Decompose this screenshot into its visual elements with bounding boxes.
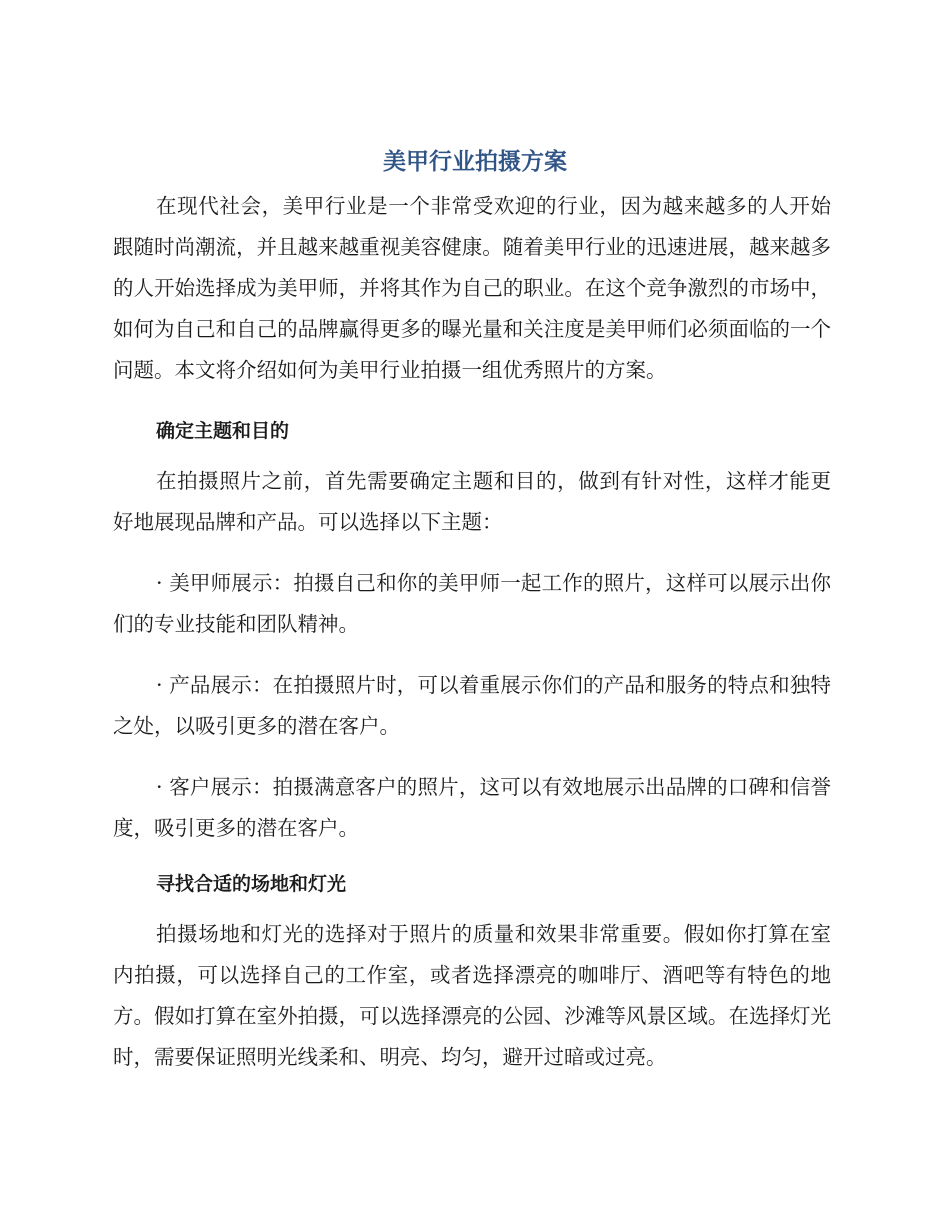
bullet-item-product: · 产品展示：在拍摄照片时，可以着重展示你们的产品和服务的特点和独特之处，以吸引更多的潜在客户。 [113,673,831,738]
section-heading-theme: 确定主题和目的 [156,420,290,442]
bullet-item-nail-artist: · 美甲师展示：拍摄自己和你的美甲师一起工作的照片，这样可以展示出你们的专业技能和团队精神。 [113,571,831,636]
intro-paragraph: 在现代社会，美甲行业是一个非常受欢迎的行业，因为越来越多的人开始跟随时尚潮流，并且越来越重视美容健康。随着美甲行业的迅速进展，越来越多的人开始选择成为美甲师，并将其作为自己的职业。在这个竞争激烈的市场中，如何为自己和自己的品牌赢得更多的曝光量和关注度是美甲师们必须面临的一个问题。本文将介绍如何为美甲行业拍摄一组优秀照片的方案。 [113,194,831,382]
theme-paragraph: 在拍摄照片之前，首先需要确定主题和目的，做到有针对性，这样才能更好地展现品牌和产品。可以选择以下主题： [113,469,831,534]
document-body [113,186,831,1078]
section-heading-venue-lighting: 寻找合适的场地和灯光 [156,873,347,895]
document-title: 美甲行业拍摄方案 [383,149,567,175]
bullet-item-customer: · 客户展示：拍摄满意客户的照片，这可以有效地展示出品牌的口碑和信誉度，吸引更多的潜在客户。 [113,775,831,840]
venue-lighting-paragraph: 拍摄场地和灯光的选择对于照片的质量和效果非常重要。假如你打算在室内拍摄，可以选择自己的工作室，或者选择漂亮的咖啡厅、酒吧等有特色的地方。假如打算在室外拍摄，可以选择漂亮的公园、沙滩等风景区域。在选择灯光时，需要保证照明光线柔和、明亮、均匀，避开过暗或过亮。 [113,922,831,1069]
